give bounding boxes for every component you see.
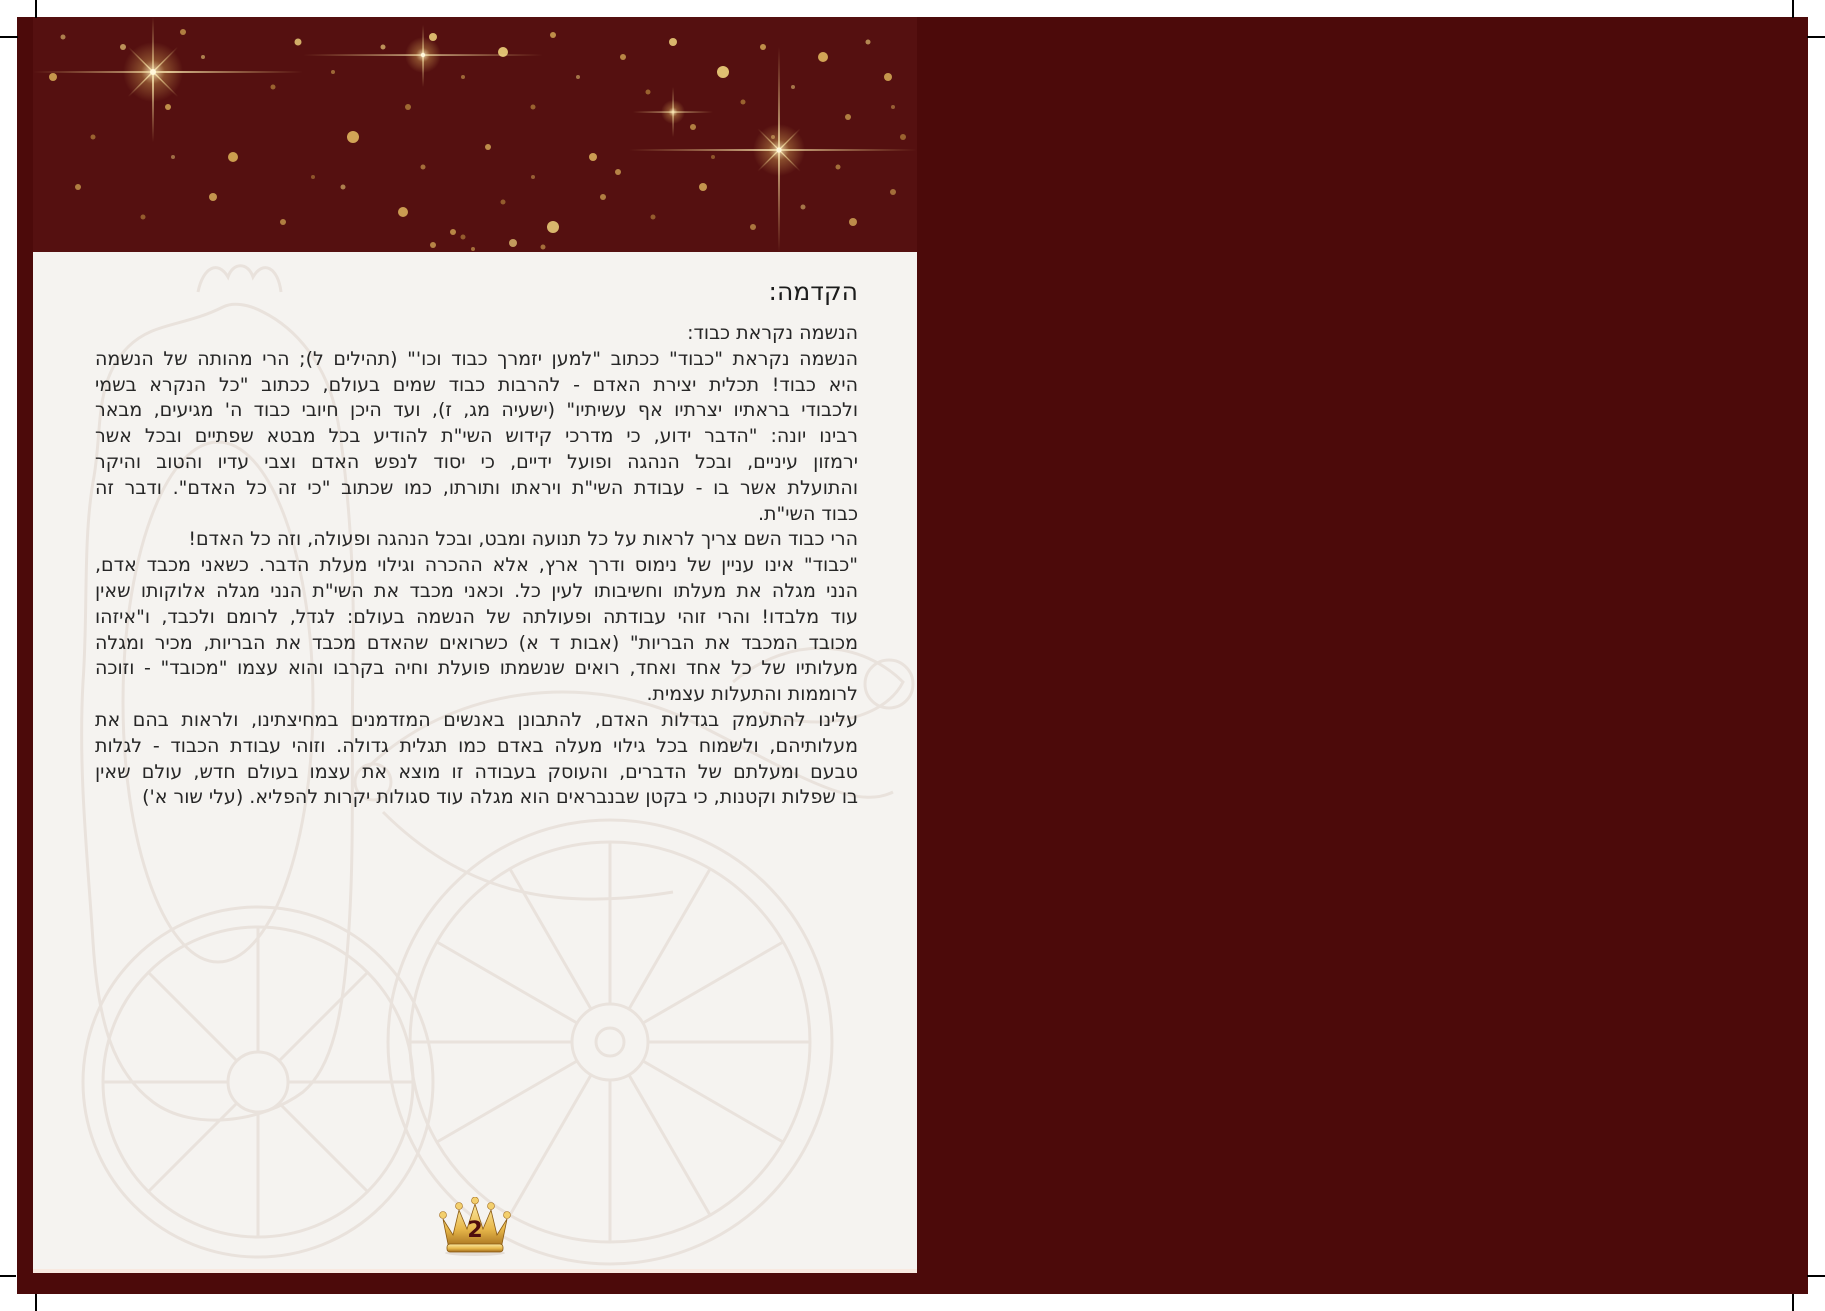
body-text-line: ירמזון עיניים, ובכל הנהגה ופועל ידיים, כי יסוד לנפש האדם וצבי עדיו והטוב והיקר xyxy=(95,450,858,473)
content-panel xyxy=(33,252,917,1273)
body-text-line: עלינו להתעמק בגדלות האדם, להתבונן באנשים המזדמנים במחיצתינו, ולראות בהם את xyxy=(95,708,858,731)
crop-mark xyxy=(0,1275,16,1277)
body-text-line: ולכבודי בראתיו יצרתיו אף עשיתיו" (ישעיה מג, ז), ועד היכן חיובי כבוד ה' מגיעים, מבאר xyxy=(95,399,858,422)
crop-mark xyxy=(1807,1275,1825,1277)
crop-mark xyxy=(1792,1294,1794,1311)
body-text-line: כבוד השי"ת. xyxy=(757,502,858,525)
body-text-line: היא כבוד! תכלית יצירת האדם - להרבות כבוד שמים בעולם, ככתוב "כל הנקרא בשמי xyxy=(95,373,858,396)
starburst-icon xyxy=(633,87,713,137)
starburst-icon xyxy=(303,25,543,87)
starburst-icon xyxy=(33,17,303,142)
body-text xyxy=(95,321,858,811)
page-title: הקדמה: xyxy=(768,277,858,306)
body-text-line: הנני מגלה את מעלתו וחשיבותו לעין כל. וכאני מכבד את השי"ת הנני מגלה אלוקותו שאין xyxy=(95,579,858,602)
body-text-line: רבינו יונה: "הדבר ידוע, כי מדרכי קידוש השי"ת להודיע בכל מבטא שפתיים ובכל אשר xyxy=(95,425,858,448)
crop-mark xyxy=(1807,36,1825,38)
gold-sparkles-icon xyxy=(33,17,917,252)
crop-mark xyxy=(35,0,37,18)
body-text-line: הנשמה נקראת כבוד: xyxy=(687,322,858,344)
body-text-line: עוד מלבדו! והרי זוהי עבודתה ופעולתה של הנשמה בעולם: לגדל, לרומם ולכבד, ו"איזהו xyxy=(95,605,858,628)
crown-icon xyxy=(431,1197,519,1257)
body-text-line: מעלותיהם, ולשמוח בכל גילוי מעלה באדם כמו תגלית גדולה. וזוהי עבודת הכבוד - לגלות xyxy=(95,734,858,757)
body-text-line: "כבוד" אינו עניין של נימוס ודרך ארץ, אלא ההכרה וגילוי מעלת הדבר. כשאני מכבד אדם, xyxy=(95,554,858,577)
body-text-line: מכובד המכבד את הבריות" (אבות ד א) כשרואים שהאדם מכבד את הבריות, מכיר ומגלה xyxy=(95,631,858,654)
page-number: 2 xyxy=(467,1218,483,1243)
body-text-line: לרוממות והתעלות עצמית. xyxy=(646,683,858,706)
body-text-line: הרי כבוד השם צריך לראות על כל תנועה ומבט, ובכל הנהגה ופעולה, וזה כל האדם! xyxy=(188,528,858,551)
crop-mark xyxy=(0,36,18,38)
decorative-header xyxy=(33,17,917,252)
body-text-line: והתועלת אשר בו - עבודת השי"ת ויראתו ותורתו, כמו שכתוב "כי זה כל האדם". ודבר זה xyxy=(95,476,858,499)
crop-mark xyxy=(1792,0,1794,18)
body-text-line: מעלותיו של כל אחד ואחד, רואים שנשמתו פועלת וחיה בקרבו והוא עצמו "מכובד" - וזוכה xyxy=(95,657,858,680)
starburst-icon xyxy=(629,47,917,252)
crop-mark xyxy=(35,1294,37,1311)
body-text-line: בו שפלות וקטנות, כי בקטן שבנבראים הוא מגלה עוד סגולות יקרות להפליא. (עלי שור א') xyxy=(142,786,858,809)
body-text-line: הנשמה נקראת "כבוד" ככתוב "למען יזמרך כבוד וכו'" (תהילים ל); הרי מהותה של הנשמה xyxy=(95,347,858,370)
page-number-marker xyxy=(33,1197,917,1257)
body-text-line: טבעם ומעלתם של הדברים, והעוסק בעבודה זו מוצא את עצמו בעולם חדש, עולם שאין xyxy=(95,760,858,783)
page-background xyxy=(17,17,1808,1294)
